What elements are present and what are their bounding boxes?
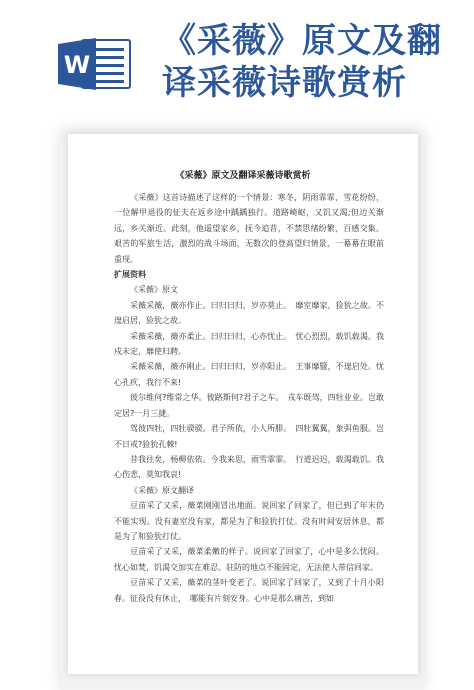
word-icon-letter: W [63,51,91,79]
document-title: 《采薇》原文及翻译采薇诗歌赏析 [175,171,311,181]
paragraph: 彼尔维何?维常之华。彼路斯何?君子之车。 戎车既驾，四牡业业。岂敢定居?一月三捷。 [114,393,384,418]
paragraph: 豆苗采了又采，薇菜柔嫩的样子。说回家了回家了，心中是多么忧闷。忧心如焚，饥渴交加实在难忍。驻防的地点不能固定，无法使人带信回家。 [114,547,384,572]
document-body [114,190,384,606]
paragraph: 采薇采薇，薇亦作止。曰归曰归，岁亦莫止。 靡室靡家，猃狁之故。不遑启居，猃狁之故。 [114,300,384,326]
banner-title [162,20,462,104]
paragraph: 豆苗采了又采，薇菜刚刚冒出地面。说回家了回家了，但已到了年末仍不能实现。没有妻室没有家，都是为了和猃狁打仗。没有时间安居休息，都是为了和猃狁打仗。 [114,501,384,541]
section-heading: 扩展资料 [114,270,146,280]
banner-title-line-2: 译采薇诗歌赏析 [162,63,407,103]
paragraph: 《采薇》这首诗描述了这样的一个情景：寒冬，阴雨霏霏，雪花纷纷，一位解甲退役的征夫在返乡途中踽踽独行。道路崎岖，又饥又渴;但边关渐远，乡关渐近。此刻，他遥望家乡，抚今追昔，不禁思绪纷繁，百感交集。艰苦的军旅生活，激烈的战斗场面，无数次的登高望归情景，一幕幕在眼前重现。 [114,193,384,264]
paragraph: 豆苗采了又采，薇菜的茎叶变老了。说回家了回家了，又到了十月小阳春。征役没有休止， 哪能有片刻安身。心中是那么痛苦，到如 [114,578,384,603]
paragraph: 采薇采薇，薇亦柔止。曰归曰归，心亦忧止。 忧心烈烈，载饥载渴。我戍未定，靡使归聘。 [114,331,384,357]
paragraph: 驾彼四牡，四牡骙骙。君子所依，小人所腓。 四牡翼翼，象弭鱼服。岂不日戒?猃狁孔棘! [114,424,384,449]
paragraph: 采薇采薇，薇亦刚止。曰归曰归，岁亦阳止。 王事靡盬，不遑启处。忧心孔疚，我行不来! [114,362,384,387]
paragraph: 《采薇》原文 [130,285,178,295]
paragraph: 《采薇》原文翻译 [130,485,194,495]
word-document-icon [56,36,134,92]
document-page [68,134,418,674]
banner [0,0,474,112]
banner-title-line-1: 《采薇》原文及翻 [162,21,442,61]
paragraph: 昔我往矣，杨柳依依。今我来思，雨雪霏霏。 行道迟迟，载渴载饥。我心伤悲，莫知我哀! [114,454,384,480]
